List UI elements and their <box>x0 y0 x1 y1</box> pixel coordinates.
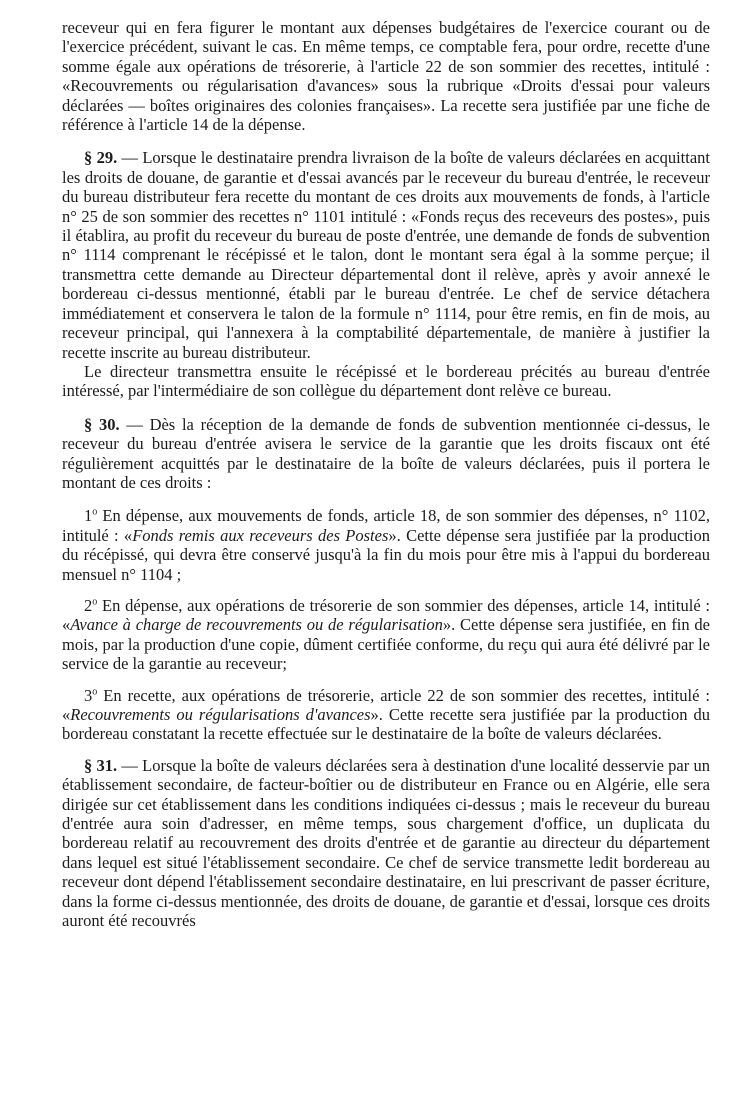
item-number: 2 <box>84 595 93 615</box>
item-text-before: En recette, aux opérations de trésorerie, article 22 de son sommier des recettes, intitulé : « <box>62 685 710 724</box>
section-31 <box>62 756 710 931</box>
document-page <box>62 18 710 930</box>
section-30-item-1 <box>62 506 710 584</box>
section-30-item-3 <box>62 686 710 744</box>
section-30-text: — Dès la réception de la demande de fonds de subvention mentionnée ci-dessus, le receveur du bureau d'entrée avisera le service de la garantie que les droits fiscaux ont été régulièrement acquittés par le destinataire de la boîte de valeurs déclarées, puis il portera le montant de ces droits : <box>62 414 710 492</box>
item-ordinal: o <box>92 686 98 698</box>
section-30-item-2 <box>62 596 710 674</box>
section-30 <box>62 415 710 493</box>
item-ordinal: o <box>92 506 98 518</box>
item-text-after: ». Cette recette sera justifiée par la production du bordereau constatant la recette effectuée sur le destinataire de la boîte de valeurs déclarées. <box>62 705 710 744</box>
section-30-mark: § 30. <box>84 414 120 434</box>
item-italic-title: Fonds remis aux receveurs des Postes <box>132 525 389 545</box>
item-ordinal: o <box>92 596 98 608</box>
item-text-before: En dépense, aux mouvements de fonds, article 18, de son sommier des dépenses, n° 1102, intitulé : « <box>62 506 710 545</box>
section-31-text: — Lorsque la boîte de valeurs déclarées sera à destination d'une localité desservie par un établissement secondaire, de facteur-boîtier ou de distributeur en France ou en Algérie, elle sera dirigée sur cet établissement dans les conditions indiquées ci-dessus ; mais le receveur du bureau d'entrée aura soin d'adresser, en même temps, sous chargement d'office, un duplicata du bordereau relatif au recouvrement des droits d'entrée et de garantie au directeur du département dans lequel est situé l'établissement secondaire. Ce chef de service transmette ledit bordereau au receveur dont dépend l'établissement secondaire destinataire, en lui prescrivant de passer écriture, dans la forme ci-dessus mentionnée, des droits de douane, de garantie et d'essai, lorsque ces droits auront été recouvrés <box>62 755 710 931</box>
item-text-after: ». Cette dépense sera justifiée, en fin de mois, par la production d'une copie, dûment certifiée conforme, du reçu qui aura été délivré par le service de la garantie au receveur; <box>62 615 711 674</box>
item-italic-title: Recouvrements ou régularisations d'avances <box>70 705 371 724</box>
paragraph-continuation: receveur qui en fera figurer le montant aux dépenses budgétaires de l'exercice courant ou de l'exercice précédent, suivant le cas. En même temps, ce comptable fera, pour ordre, recette d'une somme égale aux opérations de trésorerie, à l'article 22 de son sommier des recettes, intitulé : «Recouvrements ou régularisation d'avances» sous la rubrique «Droits d'essai pour valeurs déclarées — boîtes originaires des colonies françaises». La recette sera justifiée par une fiche de référence à l'article 14 de la dépense. <box>62 18 710 135</box>
item-number: 1 <box>84 506 93 526</box>
section-29 <box>62 148 710 361</box>
item-text-after: ». Cette dépense sera justifiée par la production du récépissé, qui devra être conservé jusqu'à la fin du mois pour être mis à l'appui du bordereau mensuel n° 1104 ; <box>62 525 710 584</box>
item-italic-title: Avance à charge de recouvrements ou de régularisation <box>70 615 443 635</box>
section-29-followup: Le directeur transmettra ensuite le récépissé et le bordereau précités au bureau d'entrée intéressé, par l'intermédiaire de son collègue du département dont relève ce bureau. <box>62 361 710 401</box>
section-31-mark: § 31. <box>84 755 118 775</box>
item-text-before: En dépense, aux opérations de trésorerie de son sommier des dépenses, article 14, intitulé : « <box>62 595 710 635</box>
section-29-mark: § 29. <box>84 148 118 168</box>
item-number: 3 <box>84 685 93 705</box>
section-29-text: — Lorsque le destinataire prendra livraison de la boîte de valeurs déclarées en acquittant les droits de douane, de garantie et d'essai avancés par le receveur du bureau d'entrée, le receveur du bureau distributeur fera recette du montant de ces droits aux mouvements de fonds, à l'article n° 25 de son sommier des recettes n° 1101 intitulé : «Fonds reçus des receveurs des postes», puis il établira, au profit du receveur du bureau de poste d'entrée, une demande de fonds de subvention n° 1114 comprenant le récépissé et le talon, dont le montant sera égal à la somme perçue; il transmettra cette demande au Directeur départemental dont il relève, après y avoir annexé le bordereau ci-dessus mentionné, établi par le bureau d'entrée. Le chef de service détachera immédiatement et conservera le talon de la formule n° 1114, pour être remis, en fin de mois, au receveur principal, qui l'annexera à la comptabilité départementale, de manière à justifier la recette inscrite au bureau distributeur. <box>62 148 711 362</box>
